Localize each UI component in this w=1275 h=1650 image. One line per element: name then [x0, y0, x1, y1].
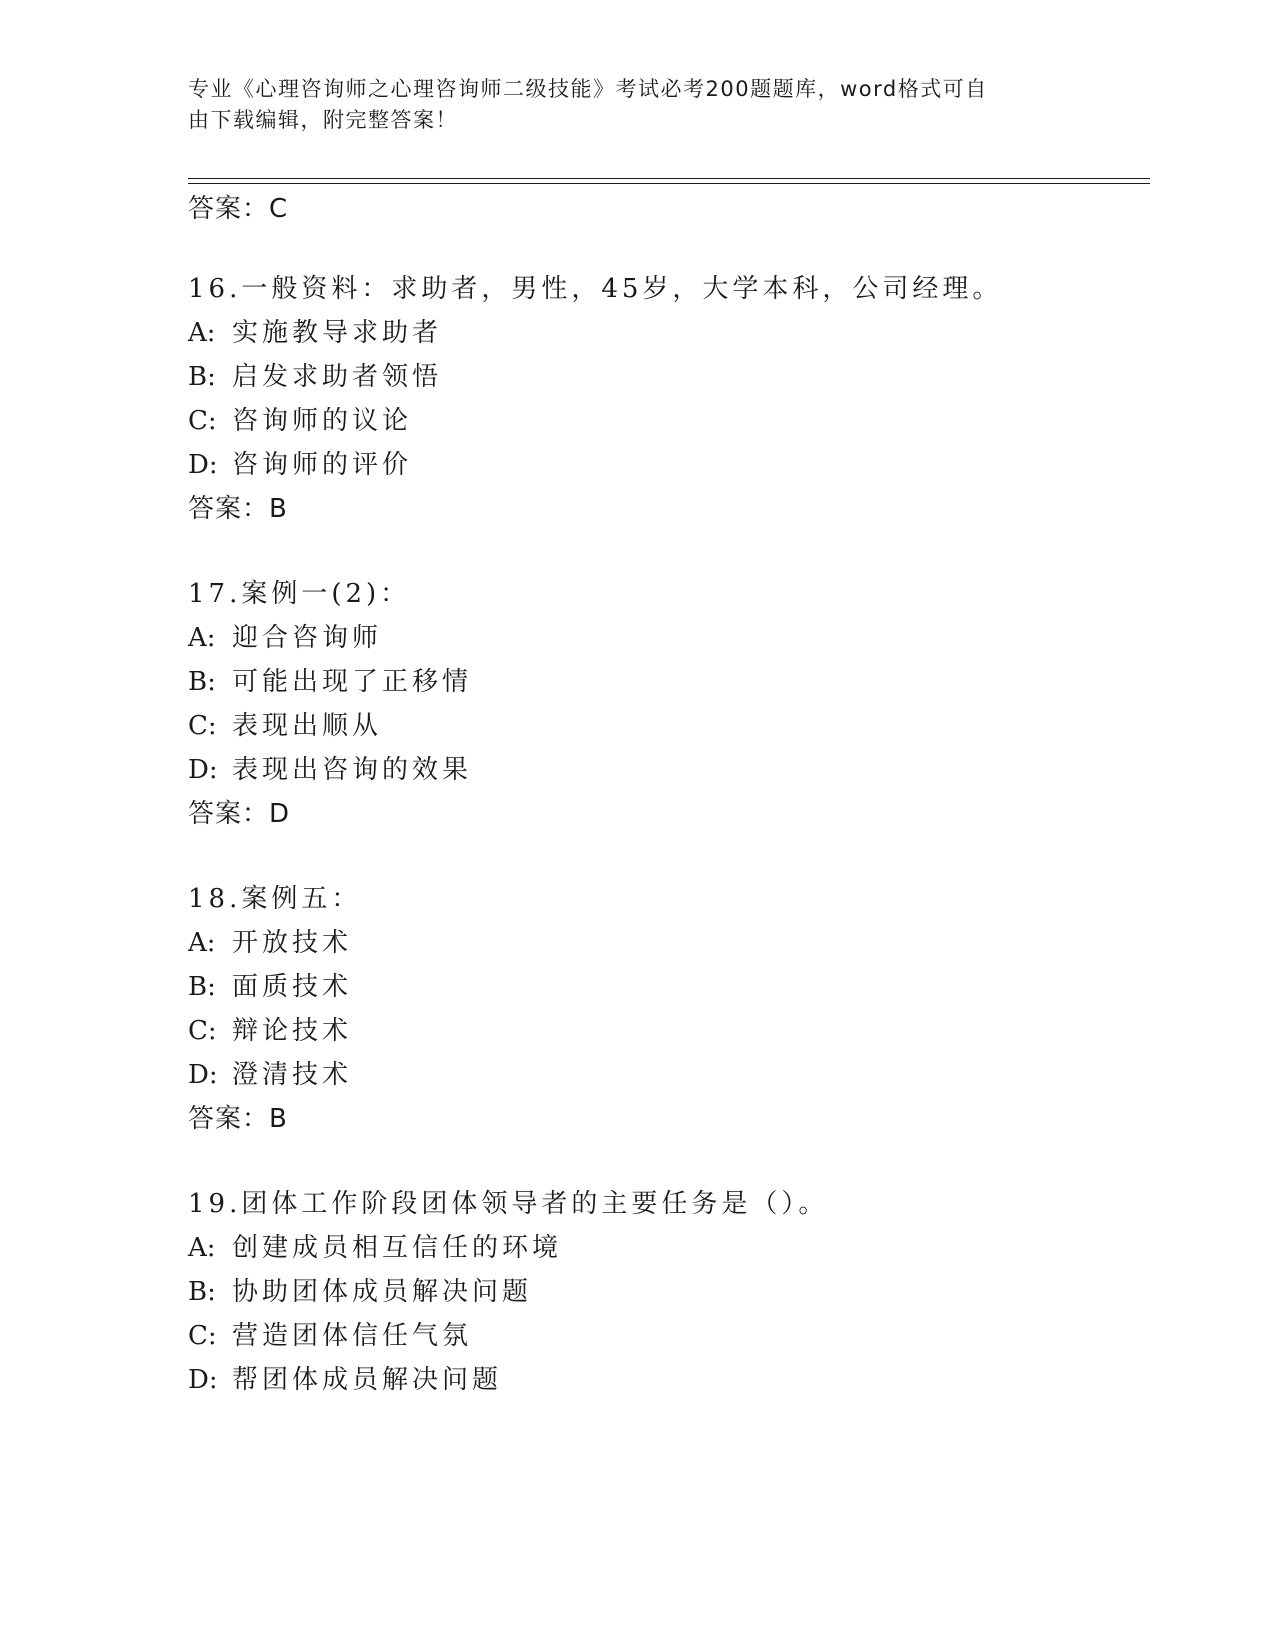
option-a — [188, 621, 382, 655]
option-text: 营造团体信任气氛 — [232, 1321, 473, 1351]
option-letter: B: — [188, 667, 216, 697]
option-d — [188, 753, 472, 787]
option-text: 表现出咨询的效果 — [232, 755, 473, 785]
option-text: 咨询师的评价 — [232, 450, 413, 480]
option-b — [188, 970, 352, 1004]
option-a — [188, 316, 442, 350]
header-divider-top — [188, 178, 1150, 179]
option-letter: A: — [188, 1233, 216, 1263]
option-text: 面质技术 — [232, 972, 353, 1002]
option-b — [188, 665, 472, 699]
document-header — [188, 74, 1068, 136]
option-d — [188, 1058, 352, 1092]
option-text: 辩论技术 — [232, 1016, 353, 1046]
option-letter: C: — [188, 1321, 217, 1351]
answer-line: 答案：D — [188, 799, 291, 829]
answer-line: 答案：B — [188, 494, 288, 524]
option-text: 可能出现了正移情 — [232, 667, 473, 697]
option-letter: A: — [188, 318, 216, 348]
option-c — [188, 1319, 472, 1353]
header-line-1: 专业《心理咨询师之心理咨询师二级技能》考试必考200题题库，word格式可自 — [188, 77, 988, 101]
header-divider-bottom — [188, 183, 1150, 184]
question-title: 19.团体工作阶段团体领导者的主要任务是（）。 — [188, 1189, 829, 1219]
option-text: 创建成员相互信任的环境 — [232, 1233, 563, 1263]
option-text: 协助团体成员解决问题 — [232, 1277, 533, 1307]
option-text: 启发求助者领悟 — [232, 362, 443, 392]
option-d — [188, 1363, 502, 1397]
option-letter: B: — [188, 362, 216, 392]
option-c — [188, 709, 382, 743]
question-title: 17.案例一(2)： — [188, 579, 411, 609]
option-text: 咨询师的议论 — [232, 406, 413, 436]
answer-line: 答案：C — [188, 194, 289, 224]
option-letter: C: — [188, 1016, 217, 1046]
option-letter: A: — [188, 928, 216, 958]
option-letter: C: — [188, 406, 217, 436]
question-title: 18.案例五： — [188, 884, 362, 914]
option-letter: C: — [188, 711, 217, 741]
option-b — [188, 1275, 532, 1309]
option-d — [188, 448, 412, 482]
option-text: 迎合咨询师 — [232, 623, 383, 653]
option-letter: D: — [188, 1365, 218, 1395]
option-a — [188, 1231, 562, 1265]
option-c — [188, 1014, 352, 1048]
question-title: 16.一般资料：求助者，男性，45岁，大学本科，公司经理。 — [188, 274, 1003, 304]
option-text: 实施教导求助者 — [232, 318, 443, 348]
option-letter: D: — [188, 755, 218, 785]
header-line-2: 由下载编辑，附完整答案！ — [188, 108, 458, 132]
option-text: 帮团体成员解决问题 — [232, 1365, 503, 1395]
answer-line: 答案：B — [188, 1104, 288, 1134]
option-text: 澄清技术 — [232, 1060, 353, 1090]
option-text: 开放技术 — [232, 928, 353, 958]
option-b — [188, 360, 442, 394]
option-c — [188, 404, 412, 438]
option-a — [188, 926, 352, 960]
option-text: 表现出顺从 — [232, 711, 383, 741]
option-letter: B: — [188, 972, 216, 1002]
option-letter: B: — [188, 1277, 216, 1307]
option-letter: D: — [188, 1060, 218, 1090]
option-letter: A: — [188, 623, 216, 653]
option-letter: D: — [188, 450, 218, 480]
